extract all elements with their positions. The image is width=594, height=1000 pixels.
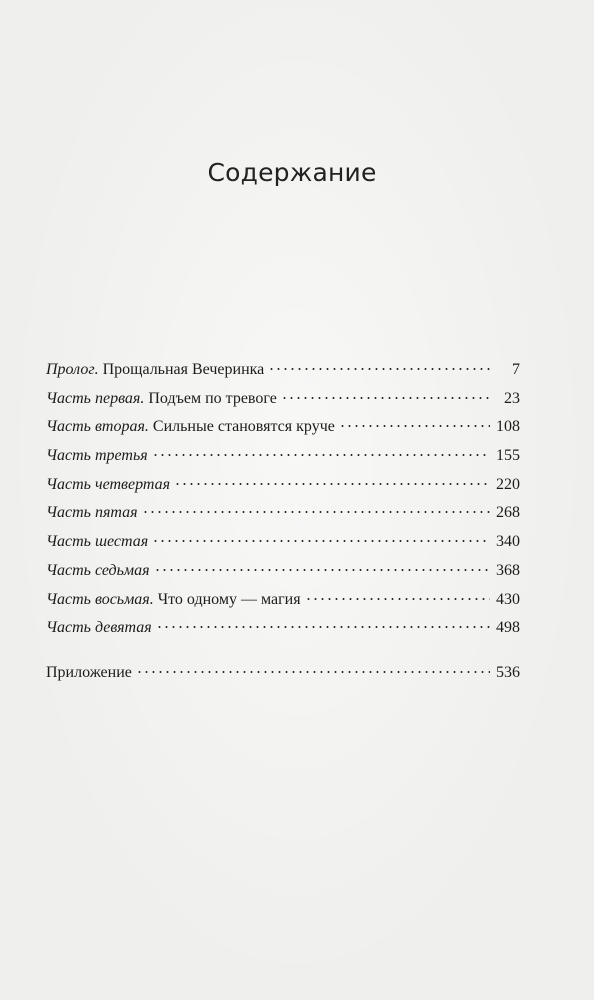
toc-entry-part-1: Часть первая . Подъем по тревоге 23 (46, 385, 520, 414)
toc-entry-page: 268 (496, 504, 520, 522)
toc-entry-part-5 (46, 499, 520, 528)
toc-entry-page: 23 (504, 389, 520, 407)
toc-entry-prologue: Пролог . Прощальная Вечеринка 7 (46, 356, 520, 385)
leader-dots (152, 540, 490, 542)
toc-entry-appendix (46, 659, 520, 688)
toc-entry-page: 7 (512, 361, 520, 378)
toc-entry-part: Часть седьмая (46, 561, 150, 579)
toc-entry-page: 498 (496, 619, 520, 637)
toc-entry-subtitle: Прощальная Вечеринка (102, 361, 265, 378)
toc-entry-part: Часть вторая (46, 418, 145, 436)
toc-entry-subtitle: Что одному — магия (157, 590, 301, 608)
leader-dots (152, 454, 490, 456)
leader-dots (339, 425, 490, 427)
toc-entry-part-3 (46, 442, 520, 471)
leader-dots (136, 671, 490, 673)
toc-entry-part-6 (46, 528, 520, 557)
toc-entry-part: Часть восьмая (46, 590, 150, 608)
toc-entry-part: Часть пятая (46, 504, 138, 522)
toc-entry-page: 220 (496, 475, 520, 493)
leader-dots (154, 569, 490, 571)
table-of-contents (46, 356, 520, 643)
leader-dots (174, 483, 490, 485)
toc-entry-part: Часть четвертая (46, 475, 171, 493)
toc-entry-subtitle: Подъем по тревоге (148, 389, 277, 407)
toc-entry-part-7 (46, 557, 520, 586)
toc-entry-part-8: Часть восьмая . Что одному — магия 430 (46, 586, 520, 615)
appendix-label: Приложение (46, 664, 132, 681)
leader-dots (156, 626, 490, 628)
toc-entry-part: Пролог (46, 361, 95, 378)
toc-entry-page: 340 (496, 533, 520, 551)
toc-entry-part-2: Часть вторая . Сильные становятся круче 108 (46, 413, 520, 442)
leader-dots (305, 598, 490, 600)
page-title: Содержание (207, 158, 377, 187)
toc-entry-part: Часть девятая (46, 619, 152, 637)
toc-entry-part-4 (46, 471, 520, 500)
toc-entry-part-9 (46, 614, 520, 643)
toc-entry-part: Часть шестая (46, 533, 149, 551)
toc-entry-subtitle: Сильные становятся круче (152, 418, 335, 436)
toc-entry-page: 368 (496, 561, 520, 579)
leader-dots (281, 397, 490, 399)
toc-entry-page: 430 (496, 590, 520, 608)
leader-dots (268, 368, 490, 370)
toc-entry-part: Часть первая (46, 389, 141, 407)
leader-dots (142, 511, 490, 513)
toc-entry-part: Часть третья (46, 447, 148, 465)
appendix-page: 536 (496, 664, 520, 681)
toc-entry-page: 155 (496, 447, 520, 465)
toc-entry-page: 108 (496, 418, 520, 436)
